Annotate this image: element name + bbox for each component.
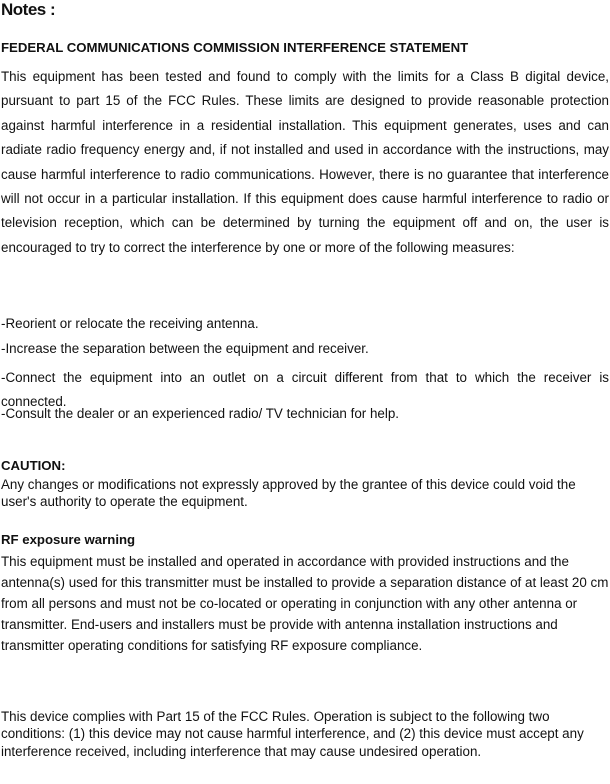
measure-item: -Reorient or relocate the receiving antenna.	[1, 316, 259, 331]
measure-item: -Connect the equipment into an outlet on a circuit different from that to which the receiver is connected.	[1, 370, 609, 409]
fcc-statement-body: This equipment has been tested and found to comply with the limits for a Class B digital device, pursuant to part 15 of the FCC Rules. These limits are designed to provide reasonable protection against harmful interference in a residential installation. This equipment generates, uses and can radiate radio frequency energy and, if not installed and used in accordance with the instructions, may cause harmful interference to radio communications. However, there is no guarantee that interference will not occur in a particular installation. If this equipment does cause harmful interference to radio or television reception, which can be determined by turning the equipment off and on, the user is encouraged to try to correct the interference by one or more of the following measures:	[1, 69, 609, 255]
rf-exposure-body: This equipment must be installed and operated in accordance with provided instructions and the antenna(s) used for this transmitter must be installed to provide a separation distance of at least 20 cm from all persons and must not be co-located or operating in conjunction with any other antenna or transmitter. End-users and installers must be provide with antenna installation instructions and transmitter operating conditions for satisfying RF exposure compliance.	[1, 554, 609, 653]
fcc-statement-heading: FEDERAL COMMUNICATIONS COMMISSION INTERFERENCE STATEMENT	[1, 40, 469, 55]
notes-title: Notes :	[1, 0, 56, 19]
rf-exposure-heading: RF exposure warning	[1, 532, 136, 547]
measure-item: -Increase the separation between the equipment and receiver.	[1, 341, 369, 356]
measure-item: -Consult the dealer or an experienced radio/ TV technician for help.	[1, 406, 399, 421]
caution-body: Any changes or modifications not expressly approved by the grantee of this device could void the user's authority to operate the equipment.	[1, 477, 576, 509]
part15-compliance-body: This device complies with Part 15 of the FCC Rules. Operation is subject to the following two conditions: (1) this device may not cause harmful interference, and (2) this device must accept any interference received, including interference that may cause undesired operation.	[1, 709, 584, 759]
caution-heading: CAUTION:	[1, 458, 66, 473]
